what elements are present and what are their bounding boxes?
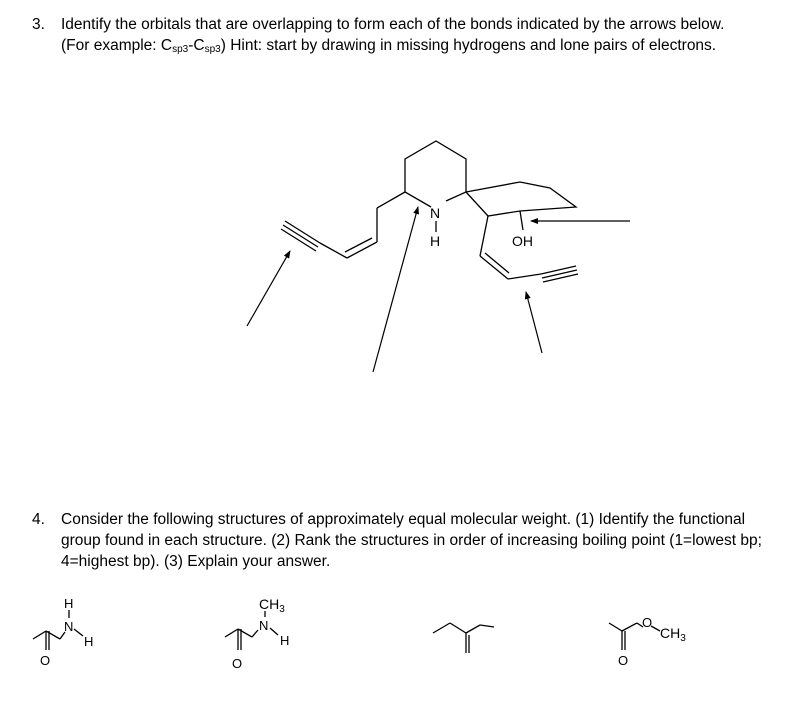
bond-s2-cn: [252, 630, 258, 637]
bond-s4-a: [609, 623, 622, 631]
bond-to-alkyne-2: [508, 274, 541, 279]
bond-s1-nh2: [74, 629, 83, 636]
alkyne-bond-2: [283, 225, 318, 247]
arrow-alkyne-2: [526, 292, 542, 353]
q3-oh-label: OH: [512, 233, 533, 249]
question-4-text: Consider the following structures of approximately equal molecular weight. (1) Identify the functional group found in each structure. (2) Rank the structures in order of increasing boiling point (1=lowest bp; 4=highest bp). (3) Explain your answer.: [61, 511, 762, 570]
q3-h-label: H: [430, 233, 441, 249]
s1-h-top: H: [64, 596, 74, 611]
bond-c-oh: [520, 211, 523, 230]
s1-h-right: H: [84, 634, 94, 649]
alkyne2-bond-3: [543, 274, 578, 282]
s1-o: O: [40, 653, 51, 668]
alkyne-bond-1: [285, 221, 320, 243]
question-4-number: 4.: [32, 511, 45, 528]
vinyl-bond-1: [480, 256, 508, 279]
piperidine-ring: [405, 141, 466, 207]
s2-ch3: $CH_3$: [259, 596, 285, 615]
s2-n: N: [259, 618, 269, 633]
alkyne-bond-3: [281, 229, 316, 251]
alkyne2-bond-2: [542, 270, 577, 278]
q4-structure-4: [609, 623, 660, 650]
question-3-text: Identify the orbitals that are overlapping to form each of the bonds indicated by the arrows below. (For example: $C_{sp3}-C_{sp3}$) Hint: start by drawing in missing hydrogens and lone pairs of electrons.: [61, 16, 725, 55]
bond-s2-a: [225, 629, 238, 637]
bond-ring-to-chain: [377, 192, 405, 208]
q4-structure-3: [433, 623, 494, 653]
q3-n-label: N: [430, 205, 441, 221]
bond-to-alkyne: [320, 243, 347, 258]
s2-h-right: H: [280, 633, 290, 648]
s4-o-carbonyl: O: [618, 653, 629, 668]
bond-s4-b: [622, 623, 637, 631]
s1-n: N: [64, 619, 74, 634]
s2-o: O: [232, 656, 243, 671]
arrow-alkyne: [247, 251, 290, 326]
q4-structure-1: [33, 610, 83, 650]
bond-to-vinyl: [480, 216, 488, 256]
q3-arrows: [247, 207, 630, 372]
q4-structure-2: [225, 611, 278, 650]
bond-s1-b: [46, 631, 60, 639]
alkene-bond-1: [347, 242, 377, 258]
bond-s2-nh: [270, 628, 278, 635]
s4-o-ether: O: [642, 615, 653, 630]
bond-s3-c: [466, 625, 480, 633]
bond-s3-b: [450, 623, 466, 633]
bond-s3-e: [480, 625, 494, 627]
right-ring: [466, 182, 576, 216]
alkene-bond-2: [345, 238, 372, 252]
bond-c6-to-ring2: [466, 182, 520, 192]
s4-ch3: $CH_3$: [660, 625, 686, 644]
bond-s2-b: [238, 629, 252, 637]
bond-s4-d: [651, 626, 660, 631]
bond-s3-a: [433, 623, 450, 633]
arrow-alkene-n: [373, 207, 418, 372]
alkyne2-bond-1: [541, 266, 576, 274]
bond-s1-a: [33, 631, 46, 639]
question-3-number: 3.: [32, 16, 45, 33]
